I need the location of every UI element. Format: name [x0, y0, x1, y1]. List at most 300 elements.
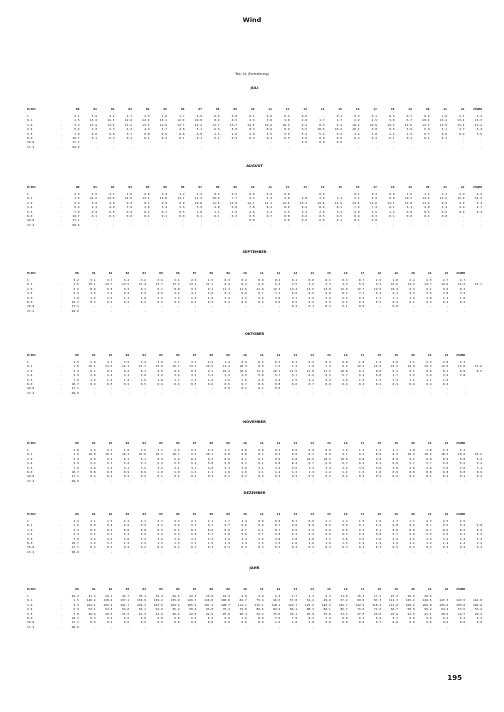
table-cell: 1.6 [406, 192, 412, 196]
table-cell: 5.5 [27, 295, 33, 300]
table-cell: 0.7 [375, 620, 382, 625]
table-cell: - [362, 386, 365, 391]
table-cell: 0.2 [459, 545, 466, 550]
table-cell: 85.7 [340, 607, 348, 612]
table-cell: 0.6 [157, 620, 163, 625]
table-cell: 0.2 [106, 300, 113, 305]
table-cell: 3.2 [161, 192, 167, 196]
table-cell: 7.7 [358, 291, 365, 296]
table-cell: 3.2 [109, 114, 115, 118]
table-cell: 6.1 [241, 461, 247, 466]
table-cell: 5.3 [174, 532, 180, 537]
table-cell: 5.8 [375, 532, 382, 537]
table-cell: 0.6 [179, 131, 185, 136]
table-cell: 5.9 [190, 616, 197, 621]
table-cell: - [60, 214, 62, 219]
table-cell: 0.7 [358, 278, 365, 282]
header-cell: 20 [411, 271, 415, 275]
table-cell: 9.1 [123, 456, 130, 461]
table-cell: 4.4 [354, 131, 360, 136]
table-cell: 0.7 [126, 131, 132, 136]
table-cell: 0.1 [144, 214, 150, 219]
table-cell: 3.3 [73, 602, 79, 607]
table-cell: 5.0 [258, 373, 264, 378]
table-cell: 8.8 [174, 286, 180, 291]
table-cell: - [375, 144, 377, 149]
table-cell: 8.9 [308, 523, 314, 528]
table-cell: 5.7 [291, 373, 298, 378]
table-cell: - [463, 390, 466, 395]
table-cell: 5.6 [442, 461, 449, 466]
table-cell: - [60, 549, 62, 554]
table-cell: 9.3 [476, 200, 482, 205]
table-cell: 15.3 [390, 364, 398, 369]
header-cell: M/SEC [27, 441, 37, 445]
table-cell: 0.2 [354, 136, 360, 141]
table-cell: - [244, 308, 247, 313]
table-cell: 6.4 [291, 461, 298, 466]
table-cell: - [445, 222, 447, 227]
table-cell: 2.1 [441, 192, 447, 196]
table-cell: 0.1 [354, 218, 360, 223]
table-cell: 24.0 [373, 611, 382, 616]
table-cell: 54.6 [121, 607, 130, 612]
table-cell: 10.8 [194, 200, 202, 205]
table-row [27, 223, 482, 227]
table-cell: 7.2 [325, 364, 331, 369]
table-cell: 0.0 [266, 192, 272, 196]
table-cell: - [60, 295, 62, 300]
table-cell: 6.7 [308, 461, 314, 466]
table-cell: 0.1 [196, 214, 202, 219]
table-cell: - [60, 140, 62, 145]
table-cell: 6.8 [231, 205, 237, 210]
header-cell [53, 510, 62, 519]
table-cell: 1.5 [190, 377, 197, 382]
table-cell: - [228, 624, 230, 629]
header-cell: 11 [259, 441, 264, 445]
table-cell: 19.7 [457, 611, 466, 616]
table-cell: 0.3 [123, 300, 130, 305]
table-cell: - [295, 386, 298, 391]
table-cell: 10.2 [457, 452, 466, 457]
table-cell: 116.0 [204, 598, 214, 603]
table-cell: 6.7 [406, 118, 412, 123]
table-cell: 9.0 [342, 523, 348, 528]
table-cell: 0.4 [90, 382, 96, 387]
table-cell: 7.9 [73, 536, 79, 541]
table-cell: - [217, 222, 220, 227]
table-cell: 3.1 [174, 465, 180, 470]
header-cell: 04 [142, 441, 146, 445]
table-cell: 14.7 [105, 282, 113, 287]
table-cell: - [130, 144, 132, 149]
table-cell: 8.6 [442, 527, 449, 532]
table-cell: 0.3 [207, 300, 214, 305]
table-cell: 8.6 [476, 527, 482, 532]
table-cell: 5.5 [27, 611, 33, 616]
table-cell: 3.3 [73, 527, 79, 532]
table-cell: - [261, 390, 264, 395]
table-cell: 0.1 [406, 136, 412, 141]
table-cell: 10.8 [27, 218, 35, 223]
table-cell: 0.1 [27, 196, 33, 201]
table-cell: 2.9 [354, 209, 360, 214]
table-cell: 0.2 [174, 545, 180, 550]
table-cell: 5.7 [342, 373, 348, 378]
header-cell: 01 [91, 441, 96, 445]
table-cell: 3.7 [291, 295, 298, 300]
table-cell: 5.4 [74, 205, 80, 210]
header-cell: 01 [93, 185, 97, 189]
table-cell: - [462, 214, 465, 219]
table-cell: - [93, 304, 96, 309]
table-cell: 0.2 [308, 474, 314, 479]
table-cell: 0.5 [325, 300, 331, 305]
table-cell: - [278, 304, 281, 309]
table-cell: 103.0 [153, 602, 163, 607]
table-cell: 64.7 [390, 607, 398, 612]
table-cell: 5.4 [73, 532, 79, 537]
table-cell: 3.2 [459, 291, 466, 296]
table-cell: 9.7 [224, 523, 230, 528]
header-cell: 12 [276, 587, 281, 591]
table-cell: 3.4 [106, 536, 113, 541]
table-cell: 0.8 [258, 448, 264, 452]
table-cell: 2.5 [73, 360, 79, 364]
table-cell: 3.4 [106, 373, 113, 378]
table-cell: 3.4 [27, 461, 33, 466]
table-cell: - [328, 308, 331, 313]
table-cell: - [147, 218, 150, 223]
table-cell: 11.7 [205, 282, 214, 287]
table-cell: - [235, 140, 237, 145]
header-cell: 05 [159, 353, 163, 357]
table-cell: - [261, 308, 264, 313]
table-cell: 1.6 [27, 200, 33, 205]
table-cell: 1.6 [27, 456, 33, 461]
table-cell: 8.1 [90, 368, 96, 373]
table-cell: 0.0 [266, 114, 272, 118]
table-cell: 88.3 [306, 607, 314, 612]
table-cell: 4.8 [214, 205, 220, 210]
table-cell: 3.8 [274, 536, 281, 541]
table-cell: 0.8 [190, 620, 197, 625]
table-cell: - [362, 390, 365, 395]
table-cell: - [60, 545, 62, 550]
table-cell: 3.0 [258, 594, 264, 598]
table-cell: 0.0 [258, 278, 264, 282]
table-cell: 0.1 [291, 360, 298, 364]
table-cell: 9.1 [358, 452, 365, 457]
table-cell: 31.3 [88, 594, 96, 598]
table-cell: - [60, 611, 62, 616]
table-cell: 3.3 [106, 278, 113, 282]
table-cell: 0.1 [27, 364, 33, 369]
table-cell: 9.5 [291, 527, 298, 532]
table-cell: 125.7 [338, 602, 348, 607]
table-cell: 2.9 [126, 192, 132, 196]
table-cell: 5.5 [459, 461, 466, 466]
table-cell: 0.9 [308, 448, 314, 452]
table-cell: 0.0 [224, 386, 230, 391]
table-cell: 6.9 [406, 127, 412, 132]
table-cell: 11.2 [194, 196, 202, 201]
table-cell: - [165, 140, 167, 145]
header-cell: 04 [142, 587, 146, 591]
table-cell: 5.3 [90, 616, 96, 621]
table-cell: 10.4 [422, 118, 430, 123]
table-cell: - [446, 308, 449, 313]
table-cell: 1.7 [179, 114, 185, 118]
table-cell: 10.0 [317, 127, 325, 132]
table-cell: 8.0 [27, 300, 33, 305]
header-cell: 11 [259, 587, 264, 591]
table-cell: 0.2 [241, 474, 247, 479]
table-cell: 13.3 [422, 122, 430, 127]
table-cell: - [446, 549, 449, 554]
table-cell: 1.2 [291, 470, 298, 475]
table-cell: 66.5 [273, 598, 281, 603]
table-cell: 0.8 [174, 620, 180, 625]
table-cell: 17.1 [71, 545, 79, 550]
table-cell: 7.6 [274, 616, 281, 621]
table-cell: - [429, 390, 432, 395]
table-cell: - [127, 478, 130, 483]
table-cell: 2.1 [157, 519, 163, 523]
table-cell: 6.7 [258, 291, 264, 296]
table-cell: 54.1 [138, 607, 146, 612]
table-cell: 10.1 [155, 452, 163, 457]
table-row [27, 145, 482, 149]
table-cell: 14.4 [373, 364, 382, 369]
table-cell: - [110, 478, 113, 483]
table-cell: - [60, 209, 62, 214]
table-cell: 13.4 [89, 122, 97, 127]
header-cell: 20 [411, 512, 415, 516]
month-section-jahr [27, 566, 482, 629]
header-cell: 10 [243, 441, 247, 445]
table-cell: 13.5 [334, 200, 342, 205]
table-cell: 17.1 [71, 304, 79, 309]
table-cell: 11.2 [222, 364, 230, 369]
table-cell: - [93, 386, 96, 391]
table-cell: 14.5 [441, 364, 449, 369]
table-cell: 27.5 [357, 611, 365, 616]
table-cell: - [95, 222, 97, 227]
table-cell: 9.3 [126, 200, 132, 205]
table-cell: 126.3 [321, 602, 331, 607]
table-cell: 17.1 [72, 218, 80, 223]
table-cell: 25.0 [222, 611, 230, 616]
table-cell: 9.0 [258, 364, 264, 369]
table-cell: 0.2 [161, 136, 167, 141]
table-cell: 125.5 [304, 602, 314, 607]
wind-table [27, 105, 482, 149]
table-cell: 13.1 [177, 196, 185, 201]
header-cell [53, 183, 62, 192]
table-cell: C [27, 114, 29, 118]
table-cell: - [60, 382, 62, 387]
table-cell: 12.0 [177, 118, 185, 123]
table-cell: 6.0 [258, 282, 264, 287]
table-cell: 1.5 [74, 196, 80, 201]
table-cell: - [217, 140, 220, 145]
table-cell: 2.6 [249, 209, 255, 214]
table-cell: - [410, 222, 412, 227]
table-cell: 0.3 [291, 545, 298, 550]
table-cell: 3.3 [73, 456, 79, 461]
table-cell: 12.3 [387, 122, 395, 127]
table-cell: 106.8 [422, 602, 432, 607]
table-cell: 11.0 [340, 594, 348, 598]
table-cell: 0.1 [371, 114, 377, 118]
table-cell: 0.5 [224, 382, 230, 387]
header-cell: 21 [427, 353, 432, 357]
table-cell: 84.7 [239, 598, 247, 603]
table-cell: 2.8 [73, 448, 79, 452]
table-cell: 12.4 [247, 122, 255, 127]
table-cell: 1.5 [406, 131, 412, 136]
table-cell: 5.4 [140, 532, 146, 537]
table-cell: 0.6 [301, 214, 307, 219]
table-cell: 0.5 [336, 214, 342, 219]
table-cell: - [429, 549, 432, 554]
table-cell: 11.5 [289, 368, 298, 373]
table-cell: 3.0 [409, 465, 415, 470]
header-cell: 08 [209, 353, 214, 357]
table-row [27, 391, 482, 395]
table-cell: 10.8 [27, 620, 35, 625]
table-cell: 3.1 [74, 114, 80, 118]
table-cell: 3.4 [27, 127, 33, 132]
table-cell: - [60, 386, 62, 391]
table-cell: 9.7 [144, 200, 150, 205]
header-cell: 13 [293, 353, 298, 357]
table-cell: - [60, 373, 62, 378]
table-cell: 9.9 [441, 200, 447, 205]
table-cell: 1.4 [375, 448, 382, 452]
table-cell: 3.6 [144, 205, 150, 210]
table-cell: - [60, 470, 62, 475]
table-cell: - [445, 144, 447, 149]
table-cell: - [60, 616, 62, 621]
table-cell: - [182, 144, 185, 149]
table-cell: - [287, 222, 290, 227]
table-cell: 4.5 [266, 131, 272, 136]
table-cell: - [211, 386, 214, 391]
table-cell: 0.5 [336, 136, 342, 141]
section-title: AUGUST [246, 164, 263, 168]
table-cell: 3.8 [459, 373, 466, 378]
table-cell: 3.0 [207, 465, 214, 470]
table-cell: 32.3 [256, 611, 264, 616]
section-title: OKTOBER [244, 332, 265, 336]
table-cell: 0.1 [144, 136, 150, 141]
table-cell: 53.5 [457, 607, 466, 612]
table-cell: - [60, 300, 62, 305]
table-cell: 9.8 [392, 523, 398, 528]
table-cell: 13.4 [457, 122, 465, 127]
table-cell: 6.3 [249, 196, 255, 201]
table-cell: 0.3 [109, 136, 115, 141]
table-cell: - [375, 222, 377, 227]
table-cell: 0.7 [291, 519, 298, 523]
header-cell: 01 [91, 271, 96, 275]
table-cell: 0.8 [358, 620, 365, 625]
table-cell: 3.6 [123, 536, 130, 541]
table-cell: 20.4 [474, 611, 482, 616]
table-cell: 135.9 [170, 598, 180, 603]
table-cell: 5.7 [459, 532, 466, 537]
table-cell: - [427, 218, 430, 223]
table-cell: 0.4 [342, 382, 348, 387]
table-cell: - [462, 136, 465, 141]
header-cell: 15 [338, 107, 342, 111]
table-cell: 0.5 [291, 448, 298, 452]
table-cell: - [60, 452, 62, 457]
table-cell: - [261, 304, 264, 309]
header-cell: 06 [175, 587, 180, 591]
table-cell: 6.9 [325, 461, 331, 466]
table-cell: 0.3 [249, 136, 255, 141]
header-cell: M/SEC [27, 271, 37, 275]
table-cell: 7.4 [371, 205, 377, 210]
table-cell: - [295, 308, 298, 313]
table-cell: 13.4 [107, 122, 115, 127]
table-cell: 0.9 [123, 470, 130, 475]
table-cell: 0.4 [214, 192, 220, 196]
table-cell: 1.4 [342, 519, 348, 523]
table-cell: 13.6 [457, 364, 466, 369]
table-cell: 21.6 [407, 611, 415, 616]
section-title: SEPTEMBER [242, 250, 267, 254]
header-cell: 05 [163, 185, 167, 189]
table-cell: 5.8 [174, 616, 180, 621]
table-cell: 0.2 [190, 300, 197, 305]
table-cell: - [480, 222, 482, 227]
table-cell: 101.7 [120, 602, 130, 607]
table-cell: 0.0 [231, 114, 237, 118]
table-cell: - [463, 304, 466, 309]
table-cell: 2.5 [459, 519, 466, 523]
table-cell: - [396, 549, 398, 554]
table-cell: 6.5 [325, 532, 331, 537]
table-cell: 6.2 [207, 616, 214, 621]
table-cell: 3.3 [74, 200, 80, 205]
header-cell: 15 [327, 353, 331, 357]
table-cell: 5.6 [241, 532, 247, 537]
table-cell: 10.3 [441, 452, 449, 457]
table-cell: 3.0 [284, 118, 290, 123]
table-cell: - [244, 549, 247, 554]
table-cell: 1.4 [90, 377, 96, 382]
table-cell: 13.9 [457, 196, 465, 201]
table-cell: 54.9 [155, 607, 163, 612]
table-cell: 0.2 [214, 114, 220, 118]
header-cell: 15 [327, 512, 331, 516]
table-cell: 0.0 [301, 218, 307, 223]
month-section-august [27, 164, 482, 227]
table-cell: - [235, 218, 237, 223]
table-cell: - [160, 386, 163, 391]
header-cell: 05 [163, 107, 167, 111]
table-cell: 3.1 [336, 196, 342, 201]
table-cell: 0.5 [258, 360, 264, 364]
table-cell: 1.6 [27, 527, 33, 532]
table-cell: 2.1 [157, 448, 163, 452]
table-cell: 0.3 [241, 545, 247, 550]
